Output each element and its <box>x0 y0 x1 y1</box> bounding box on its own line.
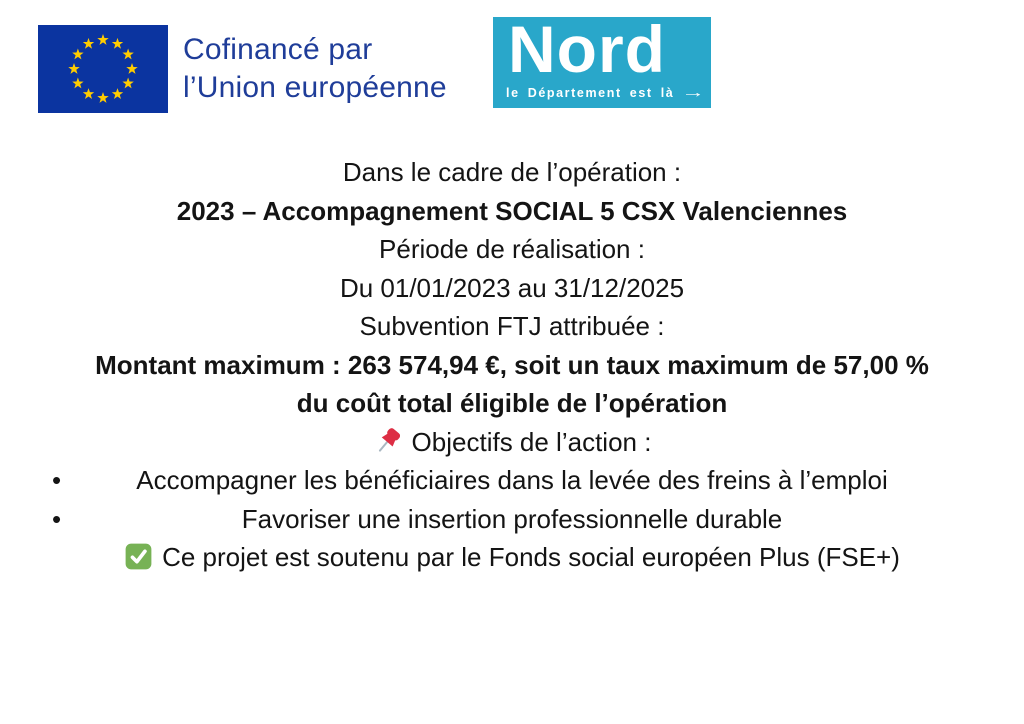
check-mark-icon <box>124 542 153 571</box>
right-arrow-icon: → <box>681 84 708 100</box>
nord-wordmark: Nord <box>508 12 666 86</box>
eu-cofinance-line1: Cofinancé par <box>183 33 373 66</box>
eu-cofinance-line2: l’Union européenne <box>183 71 447 104</box>
amount-line-1: Montant maximum : 263 574,94 €, soit un taux maximum de 57,00 % <box>95 349 929 380</box>
objective-item <box>0 461 1024 500</box>
fse-support-line <box>0 538 1024 577</box>
nord-department-logo <box>493 12 711 108</box>
operation-title: 2023 – Accompagnement SOCIAL 5 CSX Valenciennes <box>176 195 848 226</box>
period-label: Période de réalisation : <box>379 234 645 264</box>
eu-cofinance-caption <box>183 31 447 107</box>
objectives-heading-text: Objectifs de l’action : <box>411 426 652 457</box>
nord-tagline-text: le Département est là <box>506 86 675 100</box>
period-dates: Du 01/01/2023 au 31/12/2025 <box>339 272 685 303</box>
objective-text: Favoriser une insertion professionnelle durable <box>241 503 783 534</box>
fse-support-text: Ce projet est soutenu par le Fonds social européen Plus (FSE+) <box>162 542 900 572</box>
subvention-label: Subvention FTJ attribuée : <box>359 311 665 341</box>
objectives-heading <box>0 423 1024 462</box>
pushpin-icon <box>373 426 403 456</box>
objective-text: Accompagner les bénéficiaires dans la levée des freins à l’emploi <box>136 465 888 495</box>
eu-flag-icon <box>38 25 168 113</box>
bullet-icon: • <box>52 465 62 495</box>
nord-tagline <box>506 84 708 100</box>
objective-item <box>0 500 1024 539</box>
notice-body <box>0 153 1024 577</box>
bullet-icon: • <box>52 503 62 534</box>
operation-intro-label: Dans le cadre de l’opération : <box>342 157 682 187</box>
amount-line-2: du coût total éligible de l’opération <box>296 388 728 418</box>
